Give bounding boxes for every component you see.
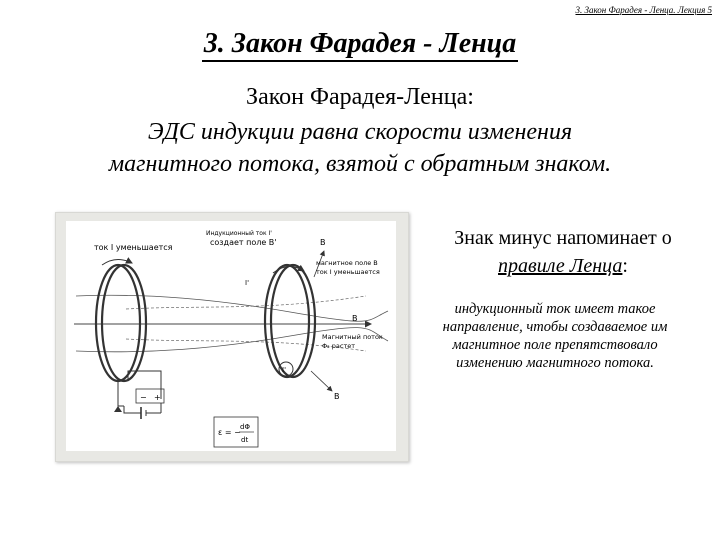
label-flux-line2: Φ₂ растет xyxy=(322,342,356,350)
lenz-rule-link: правиле Ленца xyxy=(498,255,623,277)
label-flux-line1: Магнитный поток xyxy=(322,333,383,341)
lenz-reminder xyxy=(418,224,708,280)
slide-title-text: 3. Закон Фарадея - Ленца xyxy=(202,28,519,62)
formula-denominator: dt xyxy=(241,436,249,444)
field-line-dashed xyxy=(126,296,366,309)
label-current-decreasing: ток I уменьшается xyxy=(94,243,173,252)
lenz-reminder-colon: : xyxy=(622,255,628,277)
lenz-reminder-line2 xyxy=(418,252,708,280)
wire xyxy=(118,381,124,406)
lenz-diagram-svg xyxy=(66,221,396,451)
switch-marker xyxy=(114,406,122,412)
formula-lhs: ε = − xyxy=(218,428,241,437)
label-field-line1: магнитное поле B xyxy=(316,259,378,267)
law-statement-line2: магнитного потока, взятой с обратным знаком. xyxy=(108,151,612,177)
law-statement-line1: ЭДС индукции равна скорости изменения xyxy=(147,119,573,145)
law-name: Закон Фарадея-Ленца: xyxy=(246,84,474,110)
plus-label: + xyxy=(154,393,161,402)
formula-numerator: dΦ xyxy=(240,423,250,431)
law-statement xyxy=(30,116,690,180)
B-vector-bottom xyxy=(311,371,332,391)
label-induced-current-bottom: I' xyxy=(282,366,286,374)
label-induced-line1: Индукционный ток I' xyxy=(206,230,272,237)
label-field-line2: ток I уменьшается xyxy=(316,268,380,276)
label-B-axis: B xyxy=(352,314,358,323)
slide-title xyxy=(0,28,720,60)
minus-label: − xyxy=(140,393,147,402)
running-header: 3. Закон Фарадея - Ленца. Лекция 5 xyxy=(575,5,712,15)
lenz-reminder-line1: Знак минус напоминает о xyxy=(454,227,672,249)
label-induced-line2: создает поле B' xyxy=(210,238,277,247)
lenz-diagram xyxy=(66,221,396,451)
label-B-vector-top: B xyxy=(320,238,326,247)
lenz-rule-text: индукционный ток имеет такое направление, чтобы создаваемое им магнитное поле препятствовало изменению магнитного потока. xyxy=(442,301,668,371)
wire xyxy=(124,406,141,413)
figure-frame xyxy=(55,212,409,462)
label-induced-current-top: I' xyxy=(245,279,249,287)
label-B-vector-bottom: B xyxy=(334,392,340,401)
